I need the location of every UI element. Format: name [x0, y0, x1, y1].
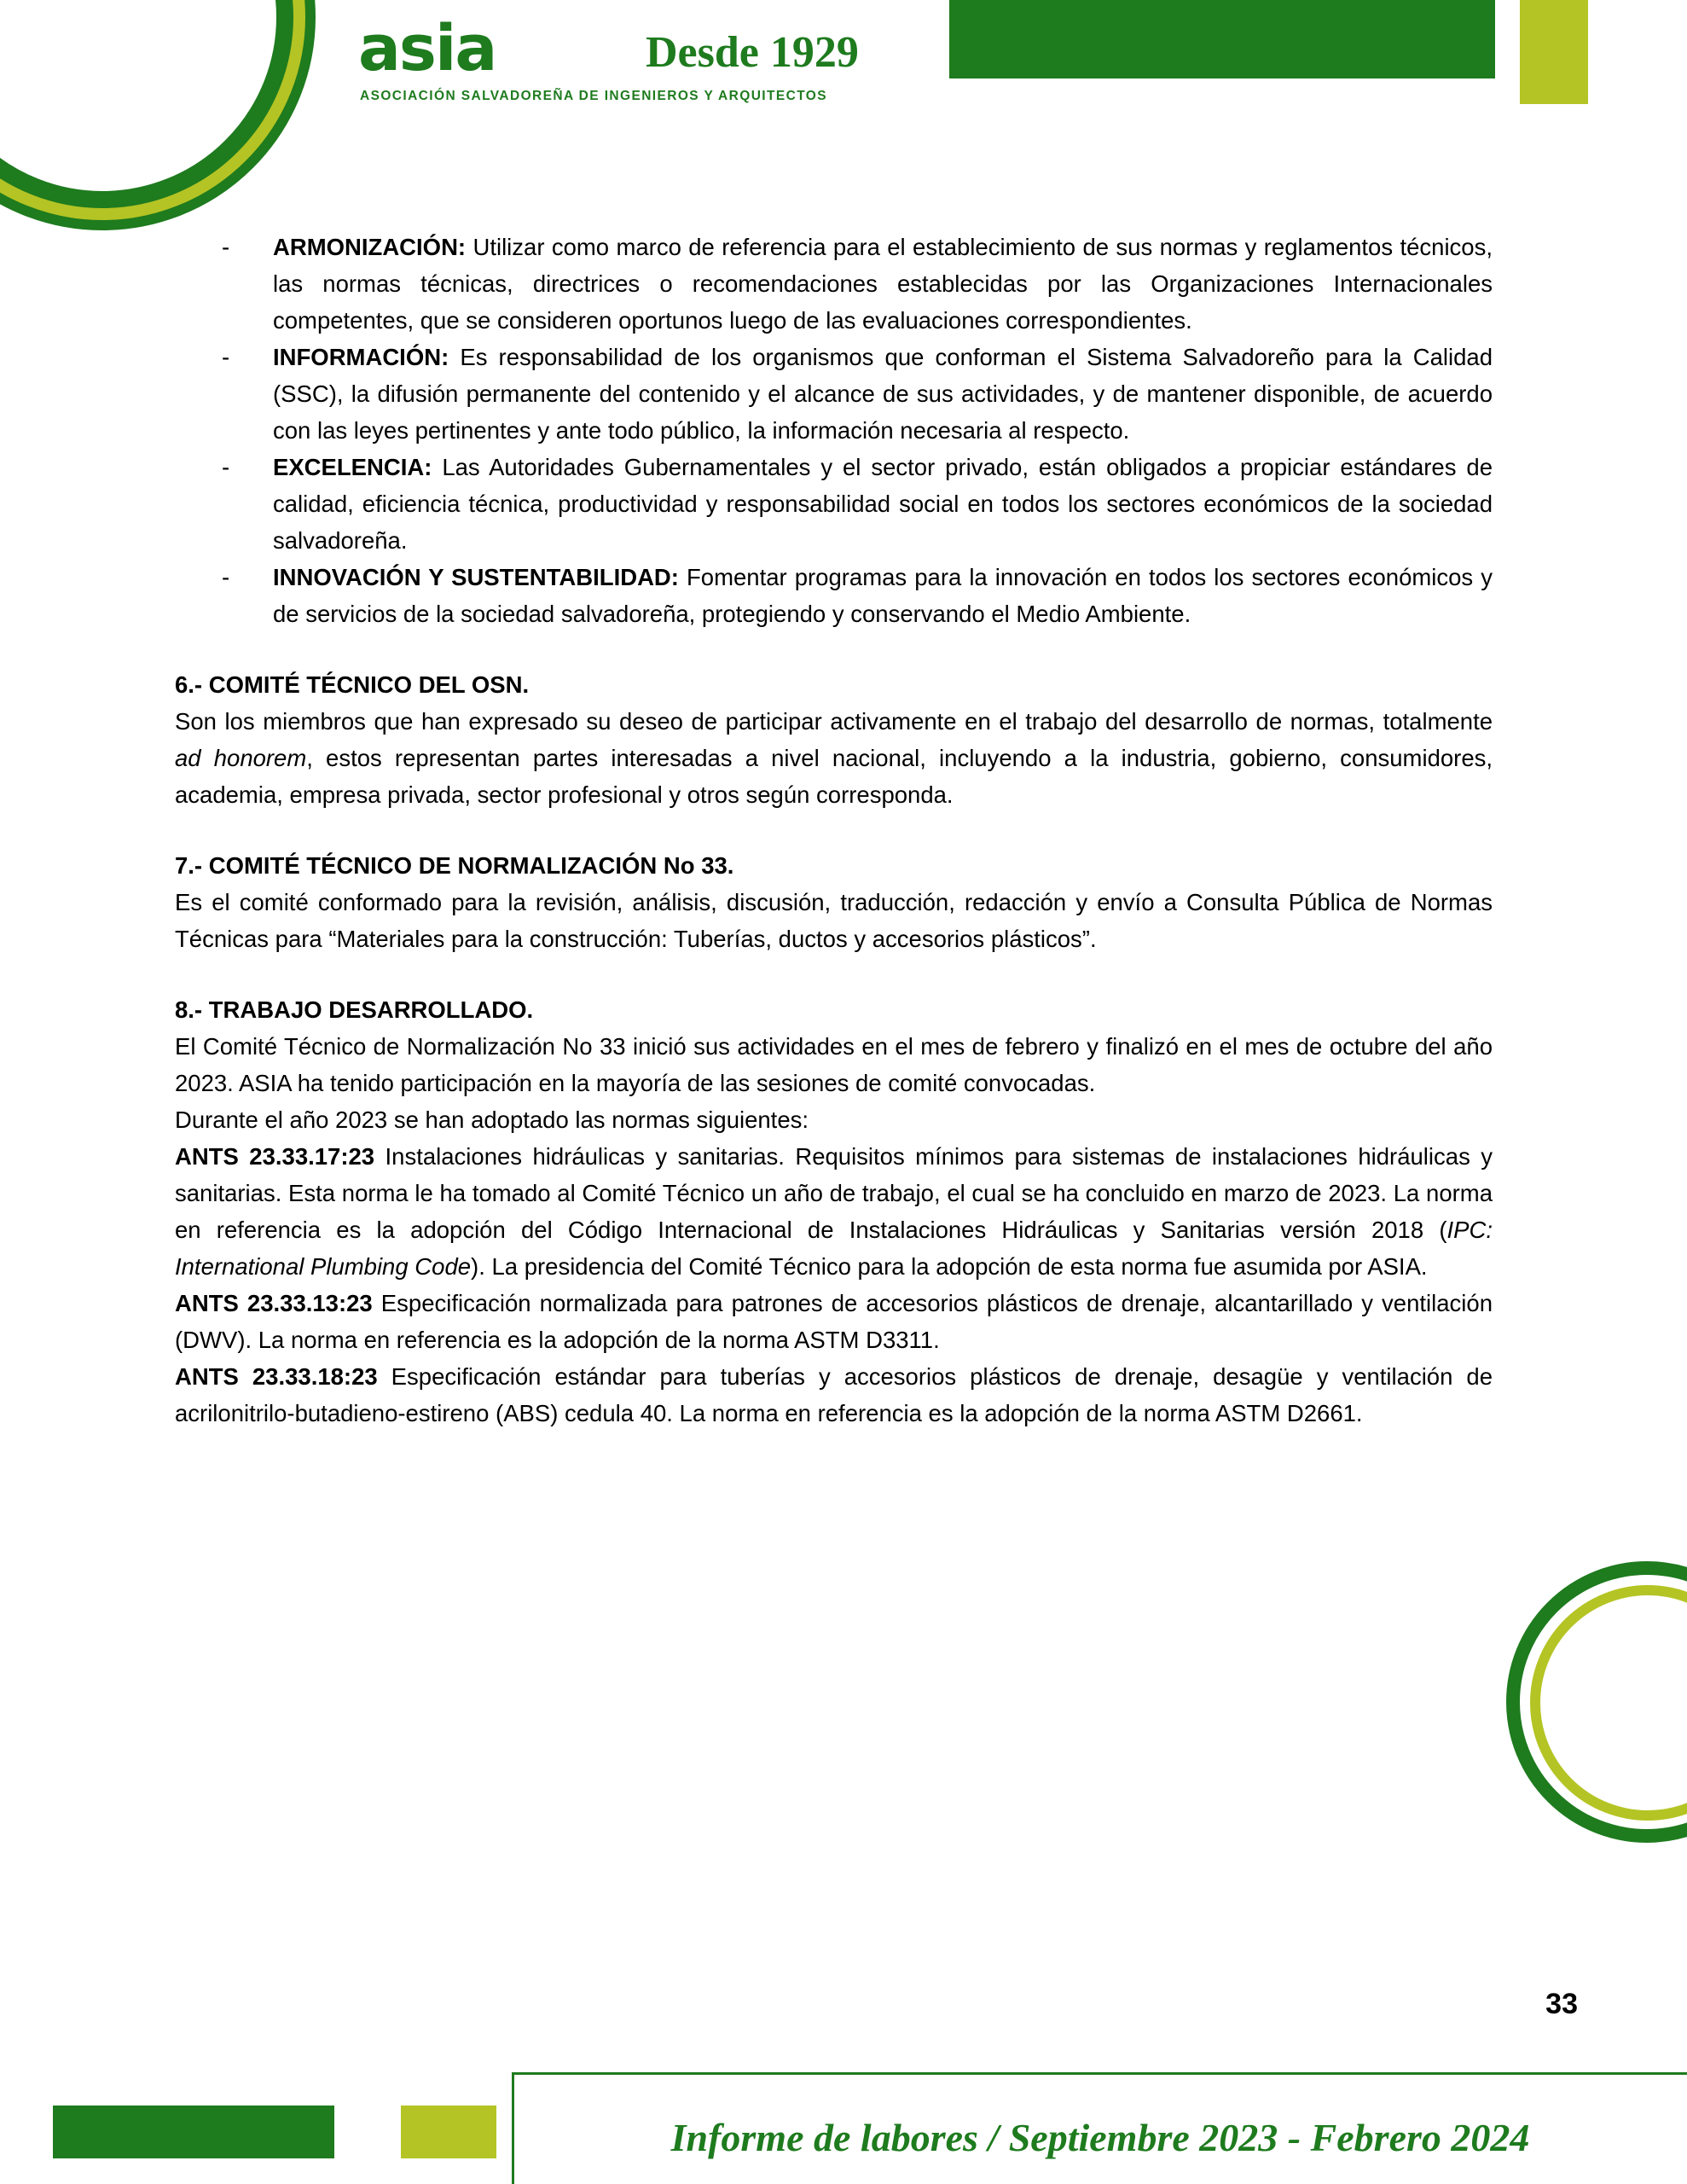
- norm-entry: [175, 1138, 1493, 1285]
- list-item: [175, 339, 1493, 449]
- list-item-text: Fomentar programas para la innovación en todos los sectores económicos y de servicios de la sociedad salvadoreña, protegiendo y conservando el Medio Ambiente.: [273, 564, 1493, 627]
- section-body-6-part1: Son los miembros que han expresado su deseo de participar activamente en el trabajo del desarrollo de normas, totalmente: [175, 708, 1493, 735]
- header-olive-arc-decoration: [0, 0, 305, 220]
- section-body-6-part2: , estos representan partes interesadas a nivel nacional, incluyendo a la industria, gobierno, consumidores, academia, empresa privada, sector profesional y otros según corresponda.: [175, 745, 1493, 808]
- logo-subtitle: ASOCIACIÓN SALVADOREÑA DE INGENIEROS Y ARQUITECTOS: [360, 89, 827, 103]
- list-item-label: EXCELENCIA:: [273, 454, 432, 480]
- footer-green-bar-decoration: [53, 2106, 334, 2158]
- list-item: [175, 229, 1493, 339]
- page-number: 33: [1545, 1988, 1578, 2020]
- work-paragraph-1: El Comité Técnico de Normalización No 33 inició sus actividades en el mes de febrero y finalizó en el mes de octubre del año 2023. ASIA ha tenido participación en la mayoría de las sesiones de comité convocadas.: [175, 1033, 1493, 1096]
- header-green-bar-decoration: [949, 0, 1495, 78]
- list-item-text: Utilizar como marco de referencia para el establecimiento de sus normas y reglamentos técnicos, las normas técnicas, directrices o recomendaciones establecidas por las Organizaciones Internacionales competentes, que se consideren oportunos luego de las evaluaciones correspondientes.: [273, 234, 1493, 334]
- norm-code: ANTS 23.33.13:23: [175, 1290, 373, 1316]
- norm-code: ANTS 23.33.18:23: [175, 1363, 378, 1390]
- section-heading-7: 7.- COMITÉ TÉCNICO DE NORMALIZACIÓN No 33.: [175, 852, 734, 879]
- section-body-6-italic: ad honorem: [175, 745, 307, 771]
- list-item-text: Las Autoridades Gubernamentales y el sector privado, están obligados a propiciar estándares de calidad, eficiencia técnica, productividad y responsabilidad social en todos los sectores económicos de la sociedad salvadoreña.: [273, 454, 1493, 554]
- logo-wordmark: asia: [358, 12, 496, 85]
- footer-title: Informe de labores / Septiembre 2023 - Febrero 2024: [670, 2116, 1530, 2159]
- principles-list: [175, 229, 1493, 632]
- list-marker: -: [222, 564, 230, 590]
- list-marker: -: [222, 344, 230, 370]
- page-footer: [0, 2075, 1687, 2184]
- list-item: [175, 449, 1493, 559]
- section-heading-8: 8.- TRABAJO DESARROLLADO.: [175, 996, 534, 1023]
- list-item-text: Es responsabilidad de los organismos que conforman el Sistema Salvadoreño para la Calidad (SSC), la difusión permanente del contenido y el alcance de sus actividades, y de mantener disponible, de acuerdo con las leyes pertinentes y ante todo público, la información necesaria al respecto.: [273, 344, 1493, 444]
- norm-text-1: Instalaciones hidráulicas y sanitarias. Requisitos mínimos para sistemas de instalaciones hidráulicas y sanitarias. Esta norma le ha tomado al Comité Técnico un año de trabajo, el cual se ha concluido en marzo de 2023. La norma en referencia es la adopción del Código Internacional de Instalaciones Hidráulicas y Sanitarias versión 2018 (: [175, 1143, 1493, 1243]
- list-item-label: INNOVACIÓN Y SUSTENTABILIDAD:: [273, 564, 679, 590]
- norm-italic: IPC: International Plumbing Code: [175, 1217, 1493, 1280]
- norm-entry: [175, 1285, 1493, 1358]
- list-item: [175, 559, 1493, 632]
- norm-text-1: Especificación normalizada para patrones de accesorios plásticos de drenaje, alcantarillado y ventilación (DWV). La norma en referencia es la adopción de la norma ASTM D3311.: [175, 1290, 1493, 1353]
- section-heading-6: 6.- COMITÉ TÉCNICO DEL OSN.: [175, 671, 530, 698]
- asia-logo: [358, 12, 904, 105]
- footer-olive-bar-decoration: [401, 2106, 496, 2158]
- header-white-block-decoration: [1599, 0, 1687, 61]
- list-marker: -: [222, 234, 230, 260]
- header-olive-bar-decoration: [1520, 0, 1588, 104]
- list-item-label: INFORMACIÓN:: [273, 344, 449, 370]
- norm-code: ANTS 23.33.17:23: [175, 1143, 375, 1170]
- logo-tagline: Desde 1929: [646, 28, 859, 77]
- norm-text-2: ). La presidencia del Comité Técnico para la adopción de esta norma fue asumida por ASIA.: [471, 1253, 1428, 1280]
- section-body-7: Es el comité conformado para la revisión, análisis, discusión, traducción, redacción y envío a Consulta Pública de Normas Técnicas para “Materiales para la construcción: Tuberías, ductos y accesorios plásticos”.: [175, 889, 1493, 952]
- work-paragraph-2: Durante el año 2023 se han adoptado las normas siguientes:: [175, 1107, 809, 1133]
- list-item-label: ARMONIZACIÓN:: [273, 234, 467, 260]
- norm-entry: [175, 1358, 1493, 1432]
- document-body: [175, 229, 1493, 1432]
- list-marker: -: [222, 454, 230, 480]
- section-body-6: [175, 703, 1493, 813]
- norm-text-1: Especificación estándar para tuberías y accesorios plásticos de drenaje, desagüe y ventilación de acrilonitrilo-butadieno-estireno (ABS) cedula 40. La norma en referencia es la adopción de la norma ASTM D2661.: [175, 1363, 1493, 1426]
